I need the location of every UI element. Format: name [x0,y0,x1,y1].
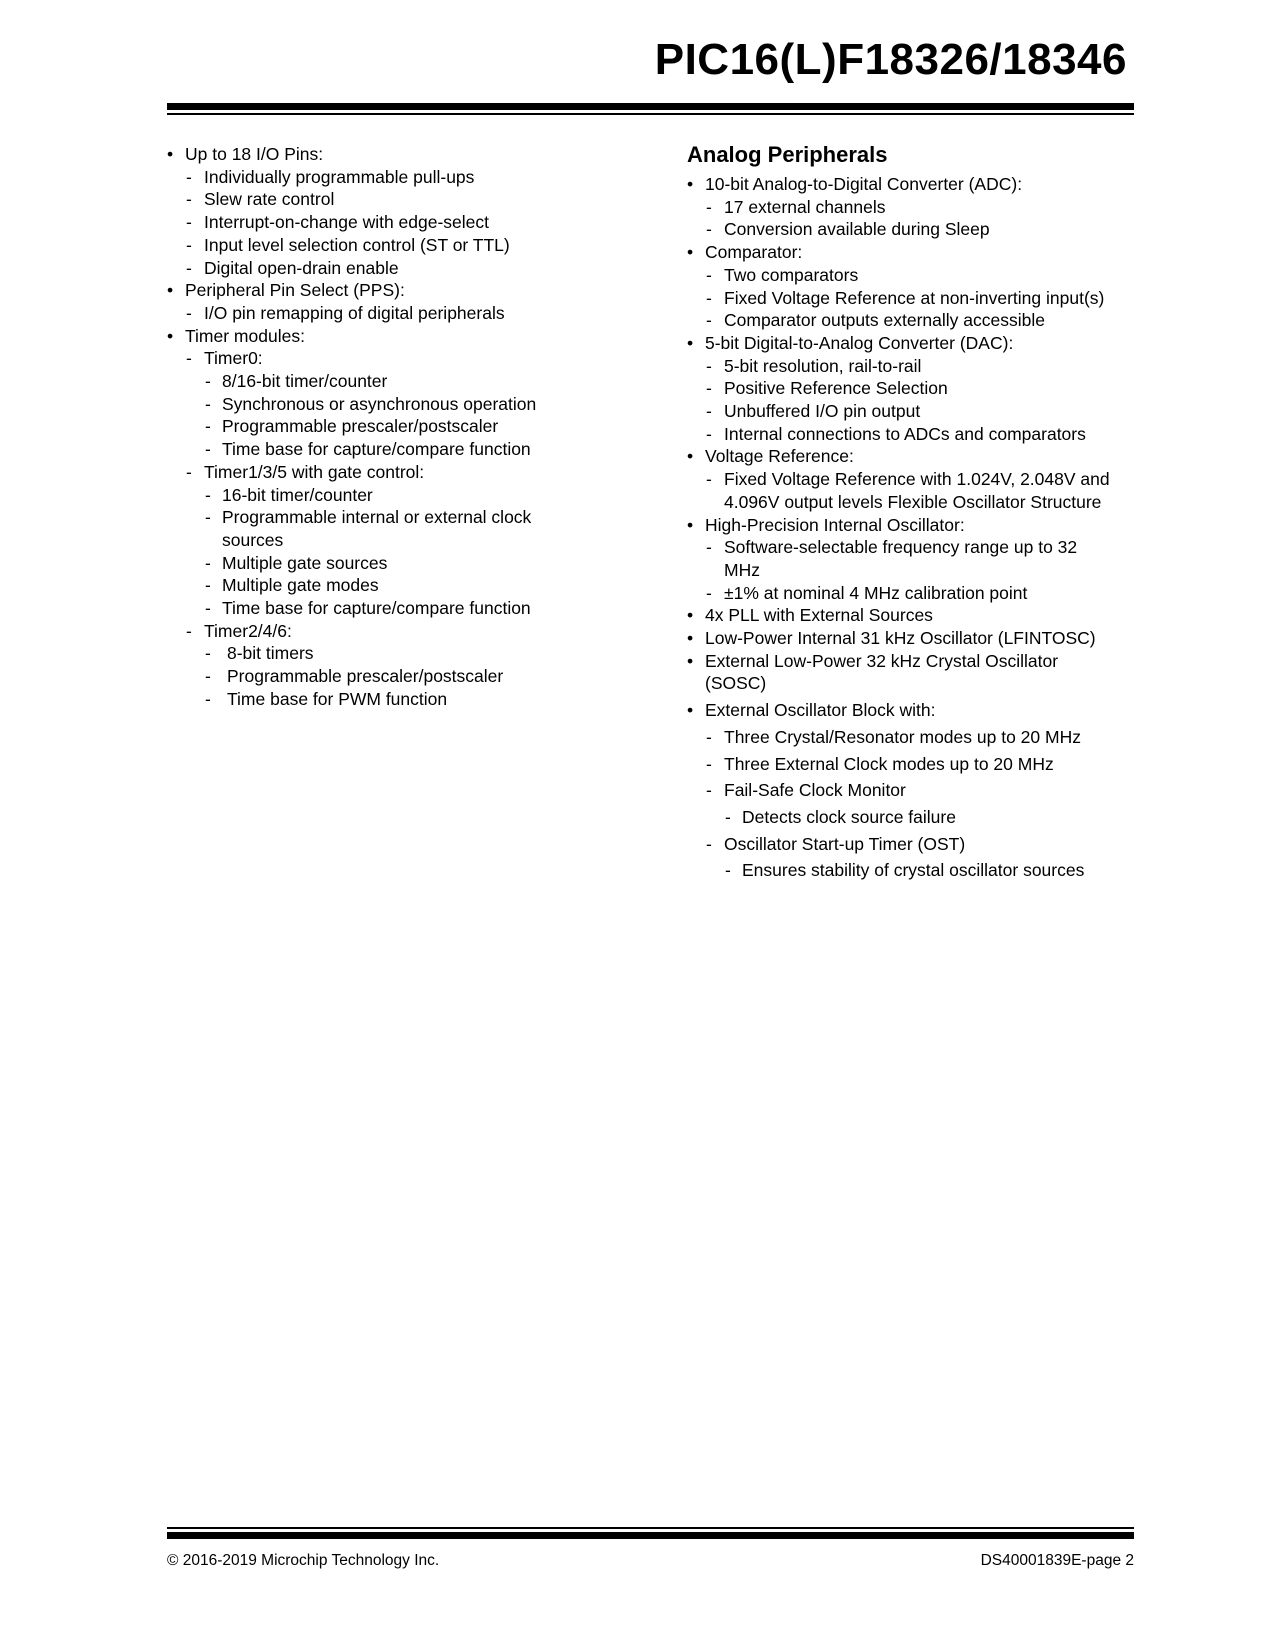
sub-item [167,257,587,280]
dash-marker: - [186,302,192,323]
sub-item [687,264,1117,287]
bullet-marker: • [687,332,694,353]
sub-item [687,400,1117,423]
dash-marker: - [186,166,192,187]
sub-item [167,574,587,597]
item-text: 4x PLL with External Sources [705,605,933,626]
dash-marker: - [706,582,712,603]
page-title: PIC16(L)F18326/18346 [654,35,1127,84]
sub-item [687,377,1117,400]
item-text: Three Crystal/Resonator modes up to 20 MHz [724,726,1081,747]
item-text: Unbuffered I/O pin output [724,401,921,422]
item-text: Interrupt-on-change with edge-select [204,212,490,233]
item-text: Timer1/3/5 with gate control: [204,461,425,482]
bullet-item [687,650,1117,695]
item-text: ±1% at nominal 4 MHz calibration point [724,582,1028,603]
item-text: Fixed Voltage Reference at non-inverting input(s) [724,287,1105,308]
item-text: 16-bit timer/counter [222,484,373,505]
bullet-marker: • [687,605,694,626]
sub-item [167,166,587,189]
item-text: Timer modules: [185,325,305,346]
item-text: Synchronous or asynchronous operation [222,393,537,414]
sub-item [167,688,587,711]
dash-marker: - [706,355,712,376]
sub-item [687,726,1117,749]
dash-marker: - [205,666,211,687]
dash-marker: - [205,643,211,664]
sub-item [687,468,1117,513]
item-text: Programmable prescaler/postscaler [222,416,499,437]
bullet-marker: • [167,144,174,164]
dash-marker: - [706,833,712,854]
item-text: Peripheral Pin Select (PPS): [185,280,405,301]
sub-item [167,302,587,325]
dash-marker: - [205,439,211,460]
item-text: High-Precision Internal Oscillator: [705,514,965,535]
dash-marker: - [706,423,712,444]
item-text: 17 external channels [724,196,886,217]
bullet-marker: • [687,446,694,467]
sub-item [687,779,1117,802]
dash-marker: - [186,234,192,255]
bullet-marker: • [687,174,694,194]
right-column [687,141,1117,882]
item-text: 5-bit resolution, rail-to-rail [724,355,922,376]
sub-item [167,370,587,393]
dash-marker: - [706,310,712,331]
item-text: Ensures stability of crystal oscillator sources [742,860,1085,881]
dash-marker: - [205,484,211,505]
item-text: I/O pin remapping of digital peripherals [204,302,505,323]
item-text: Timer0: [204,348,263,369]
dash-marker: - [205,393,211,414]
item-text: Time base for capture/compare function [222,439,531,460]
item-text: 8-bit timers [227,643,314,664]
bullet-marker: • [687,650,694,671]
dash-marker: - [205,598,211,619]
header-rule-thin [167,113,1134,115]
dash-marker: - [205,507,211,528]
dash-marker: - [706,401,712,422]
item-text: Multiple gate modes [222,575,379,596]
bullet-marker: • [167,325,174,346]
item-text: Time base for capture/compare function [222,598,531,619]
footer-copyright: © 2016-2019 Microchip Technology Inc. [167,1552,440,1569]
dash-marker: - [706,196,712,217]
sub-item [167,347,587,370]
bullet-item [167,279,587,302]
dash-marker: - [706,726,712,747]
item-text: Positive Reference Selection [724,378,948,399]
item-text: Comparator outputs externally accessible [724,310,1045,331]
dash-marker: - [205,552,211,573]
bullet-marker: • [687,628,694,649]
dash-marker: - [186,257,192,278]
item-text: Voltage Reference: [705,446,854,467]
sub-item [687,355,1117,378]
sub-item [687,218,1117,241]
item-text: 10-bit Analog-to-Digital Converter (ADC): [705,174,1023,194]
item-text: Up to 18 I/O Pins: [185,144,324,164]
item-text: Input level selection control (ST or TTL) [204,234,510,255]
item-text: Programmable prescaler/postscaler [227,666,504,687]
dash-marker: - [706,780,712,801]
sub-item [687,806,1117,829]
item-text: Software-selectable frequency range up to 32 MHz [724,537,1078,580]
item-text: Detects clock source failure [742,806,956,827]
item-text: Time base for PWM function [227,688,448,709]
item-text: Low-Power Internal 31 kHz Oscillator (LFINTOSC) [705,628,1096,649]
bullet-marker: • [687,700,694,721]
bullet-marker: • [687,514,694,535]
left-feature-list [167,143,587,711]
item-text: Oscillator Start-up Timer (OST) [724,833,966,854]
sub-item [167,620,587,643]
dash-marker: - [186,620,192,641]
sub-item [167,461,587,484]
footer-page-number: DS40001839E-page 2 [980,1552,1134,1569]
footer-rule-thin [167,1527,1134,1529]
sub-item [167,642,587,665]
left-column [167,143,587,711]
sub-item [167,234,587,257]
sub-item [687,196,1117,219]
bullet-marker: • [687,242,694,263]
sub-item [167,597,587,620]
bullet-item [167,143,587,166]
item-text: Fixed Voltage Reference with 1.024V, 2.048V and 4.096V output levels Flexible Oscillator Structure [724,469,1110,512]
item-text: Slew rate control [204,189,335,210]
sub-item [167,393,587,416]
sub-item [167,188,587,211]
bullet-marker: • [167,280,174,301]
header-rule-thick [167,103,1134,110]
item-text: Individually programmable pull-ups [204,166,475,187]
dash-marker: - [706,287,712,308]
sub-item [687,753,1117,776]
dash-marker: - [186,348,192,369]
sub-item [167,415,587,438]
sub-item [167,506,587,551]
sub-item [167,438,587,461]
dash-marker: - [205,371,211,392]
item-text: External Low-Power 32 kHz Crystal Oscillator (SOSC) [705,650,1059,694]
dash-marker: - [186,189,192,210]
sub-item [687,423,1117,446]
footer-rule-thick [167,1532,1134,1539]
item-text: 5-bit Digital-to-Analog Converter (DAC): [705,332,1014,353]
dash-marker: - [706,469,712,490]
bullet-item [687,699,1117,722]
item-text: Conversion available during Sleep [724,219,990,240]
item-text: External Oscillator Block with: [705,700,936,721]
dash-marker: - [706,264,712,285]
dash-marker: - [205,575,211,596]
sub-item [167,665,587,688]
sub-item [167,211,587,234]
sub-item [167,484,587,507]
dash-marker: - [706,378,712,399]
item-text: 8/16-bit timer/counter [222,371,388,392]
sub-item [167,552,587,575]
dash-marker: - [186,461,192,482]
bullet-item [687,627,1117,650]
sub-item [687,859,1117,882]
sub-item [687,309,1117,332]
bullet-item [687,332,1117,355]
dash-marker: - [706,753,712,774]
dash-marker: - [706,219,712,240]
item-text: Timer2/4/6: [204,620,292,641]
item-text: Two comparators [724,264,859,285]
dash-marker: - [706,537,712,558]
item-text: Internal connections to ADCs and comparators [724,423,1086,444]
bullet-item [687,173,1117,196]
dash-marker: - [725,806,731,827]
bullet-item [687,241,1117,264]
item-text: Multiple gate sources [222,552,388,573]
bullet-item [687,445,1117,468]
dash-marker: - [205,416,211,437]
sub-item [687,536,1117,581]
dash-marker: - [205,688,211,709]
bullet-item [687,604,1117,627]
item-text: Fail-Safe Clock Monitor [724,780,906,801]
right-feature-list [687,173,1117,882]
item-text: Digital open-drain enable [204,257,399,278]
sub-item [687,582,1117,605]
item-text: Programmable internal or external clock sources [222,507,532,550]
item-text: Three External Clock modes up to 20 MHz [724,753,1054,774]
dash-marker: - [725,860,731,881]
item-text: Comparator: [705,242,803,263]
dash-marker: - [186,212,192,233]
sub-item [687,287,1117,310]
section-heading-analog-peripherals: Analog Peripherals [687,142,888,167]
sub-item [687,833,1117,856]
bullet-item [687,514,1117,537]
bullet-item [167,325,587,348]
